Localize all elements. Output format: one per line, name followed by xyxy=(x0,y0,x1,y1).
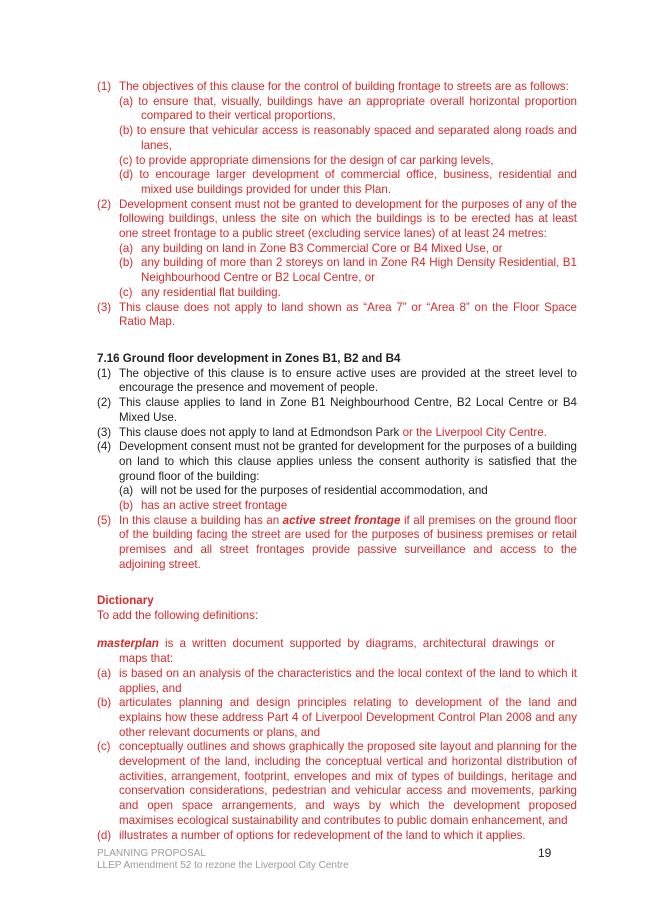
item-number: (4) xyxy=(97,440,112,454)
definition-item xyxy=(97,829,577,844)
definition-item xyxy=(97,696,577,740)
sub-text: any building of more than 2 storeys on land in Zone R4 High Density Residential, B1 Neighbourhood Centre or B2 Local Centre, or xyxy=(141,256,577,285)
sub-text: to provide appropriate dimensions for the design of car parking levels, xyxy=(135,153,494,167)
footer-title: PLANNING PROPOSAL xyxy=(97,848,206,859)
item-number: (c) xyxy=(97,740,111,754)
sub-number: (b) xyxy=(119,256,134,270)
sub-item xyxy=(97,286,577,301)
clause-7-16-section xyxy=(0,352,653,573)
dictionary-intro: To add the following definitions: xyxy=(97,608,259,622)
item-text xyxy=(119,514,577,573)
item-number: (2) xyxy=(97,197,112,211)
sub-number: (d) xyxy=(119,168,134,182)
definition-item xyxy=(97,740,577,828)
clause-item xyxy=(97,301,577,330)
sub-item xyxy=(119,124,577,153)
objectives-section xyxy=(0,80,653,330)
definition xyxy=(97,637,555,666)
item-text: conceptually outlines and shows graphically the proposed site layout and planning for the development of the land, including the conceptual vertical and horizontal distribution of activities, arrangement, footprint, envelopes and mix of types of buildings, heritage and conservation considerations, pedestrian and vehicular access and movements, parking and open space arrangements, and ways by which the development proposed maximises ecological sustainability and contributes to public domain enhancement, and xyxy=(119,740,577,827)
item-text-red: or the Liverpool City Centre. xyxy=(399,425,547,439)
sub-item xyxy=(97,256,577,285)
defined-term: active street frontage xyxy=(282,513,401,527)
clause-item xyxy=(97,396,577,425)
text-span: In this clause a building has an xyxy=(119,513,283,527)
clause-item xyxy=(97,198,577,301)
item-number: (3) xyxy=(97,300,112,314)
item-number: (d) xyxy=(97,828,112,842)
item-text: Development consent must not be granted for development for the purposes of a building on land to which this clause applies unless the consent authority is satisfied that the ground floor of the building: xyxy=(119,440,577,483)
footer-subtitle: LLEP Amendment 52 to rezone the Liverpool City Centre xyxy=(97,860,349,871)
item-text: This clause applies to land in Zone B1 Neighbourhood Centre, B2 Local Centre or B4 Mixed Use. xyxy=(119,396,577,424)
sub-number: (a) xyxy=(119,484,134,498)
sub-number: (b) xyxy=(119,124,134,138)
item-number: (3) xyxy=(97,425,112,439)
sub-number: (a) xyxy=(119,94,134,108)
sub-text: any residential flat building. xyxy=(141,285,281,299)
item-text: Development consent must not be granted to development for the purposes of any of the following buildings, unless the site on which the buildings is to be erected has at least one street frontage to a public street (excluding service lanes) of at least 24 metres: xyxy=(119,197,577,241)
sub-number: (c) xyxy=(119,153,133,167)
defined-term: masterplan xyxy=(97,637,159,651)
item-text: articulates planning and design principles relating to development of the land and explains how these address Part 4 of Liverpool Development Control Plan 2008 and any other relevant documents or plans, and xyxy=(119,696,577,739)
sub-text: to ensure that vehicular access is reasonably spaced and separated along roads and lanes, xyxy=(136,124,577,152)
clause-item xyxy=(97,80,577,95)
clause-item xyxy=(97,426,577,441)
item-number: (1) xyxy=(97,80,112,93)
clause-item xyxy=(97,367,577,396)
text-span: if all premises on the ground floor of the building facing the street are used for the purposes of business premises or retail premises and all street frontages provide passive surveillance and access to the adjoining street. xyxy=(119,513,577,571)
dictionary-section xyxy=(0,594,653,843)
item-text: The objectives of this clause for the control of building frontage to streets are as follows: xyxy=(119,80,569,93)
sub-number: (b) xyxy=(119,499,134,513)
item-number: (1) xyxy=(97,366,112,380)
item-text-black: This clause does not apply to land at Edmondson Park xyxy=(119,425,400,439)
sub-text: any building on land in Zone B3 Commercial Core or B4 Mixed Use, or xyxy=(141,241,503,255)
sub-text: will not be used for the purposes of residential accommodation, and xyxy=(141,484,488,498)
sub-item xyxy=(119,168,577,197)
item-number: (a) xyxy=(97,666,112,680)
item-number: (b) xyxy=(97,696,112,710)
sub-item-list xyxy=(97,95,577,198)
definition-item xyxy=(97,667,577,696)
sub-text: to encourage larger development of commercial office, business, residential and mixed use buildings provided for under this Plan. xyxy=(139,168,577,196)
section-heading: 7.16 Ground floor development in Zones B1, B2 and B4 xyxy=(97,352,401,365)
page-number: 19 xyxy=(538,846,552,860)
dictionary-title: Dictionary xyxy=(97,594,154,607)
sub-number: (a) xyxy=(119,241,134,255)
item-text: The objective of this clause is to ensure active uses are provided at the street level to encourage the presence and movement of people. xyxy=(119,366,577,395)
sub-item xyxy=(97,484,577,499)
sub-item xyxy=(97,499,577,514)
definition-text: is a written document supported by diagrams, architectural drawings or maps that: xyxy=(119,637,555,666)
clause-item xyxy=(97,514,577,573)
clause-item xyxy=(97,440,577,514)
sub-item xyxy=(97,242,577,257)
item-number: (2) xyxy=(97,396,112,410)
item-text: This clause does not apply to land shown as “Area 7” or “Area 8” on the Floor Space Ratio Map. xyxy=(119,300,577,329)
item-text: is based on an analysis of the characteristics and the local context of the land to which it applies, and xyxy=(119,666,577,695)
sub-item xyxy=(119,154,577,169)
footer xyxy=(97,848,349,872)
item-text xyxy=(119,426,577,441)
sub-text: to ensure that, visually, buildings have an appropriate overall horizontal proportion compared to their vertical proportions, xyxy=(138,94,577,123)
item-text: illustrates a number of options for redevelopment of the land to which it applies. xyxy=(119,828,526,842)
sub-text: has an active street frontage xyxy=(141,499,288,513)
sub-item xyxy=(119,95,577,124)
sub-number: (c) xyxy=(119,285,133,299)
item-number: (5) xyxy=(97,513,112,527)
